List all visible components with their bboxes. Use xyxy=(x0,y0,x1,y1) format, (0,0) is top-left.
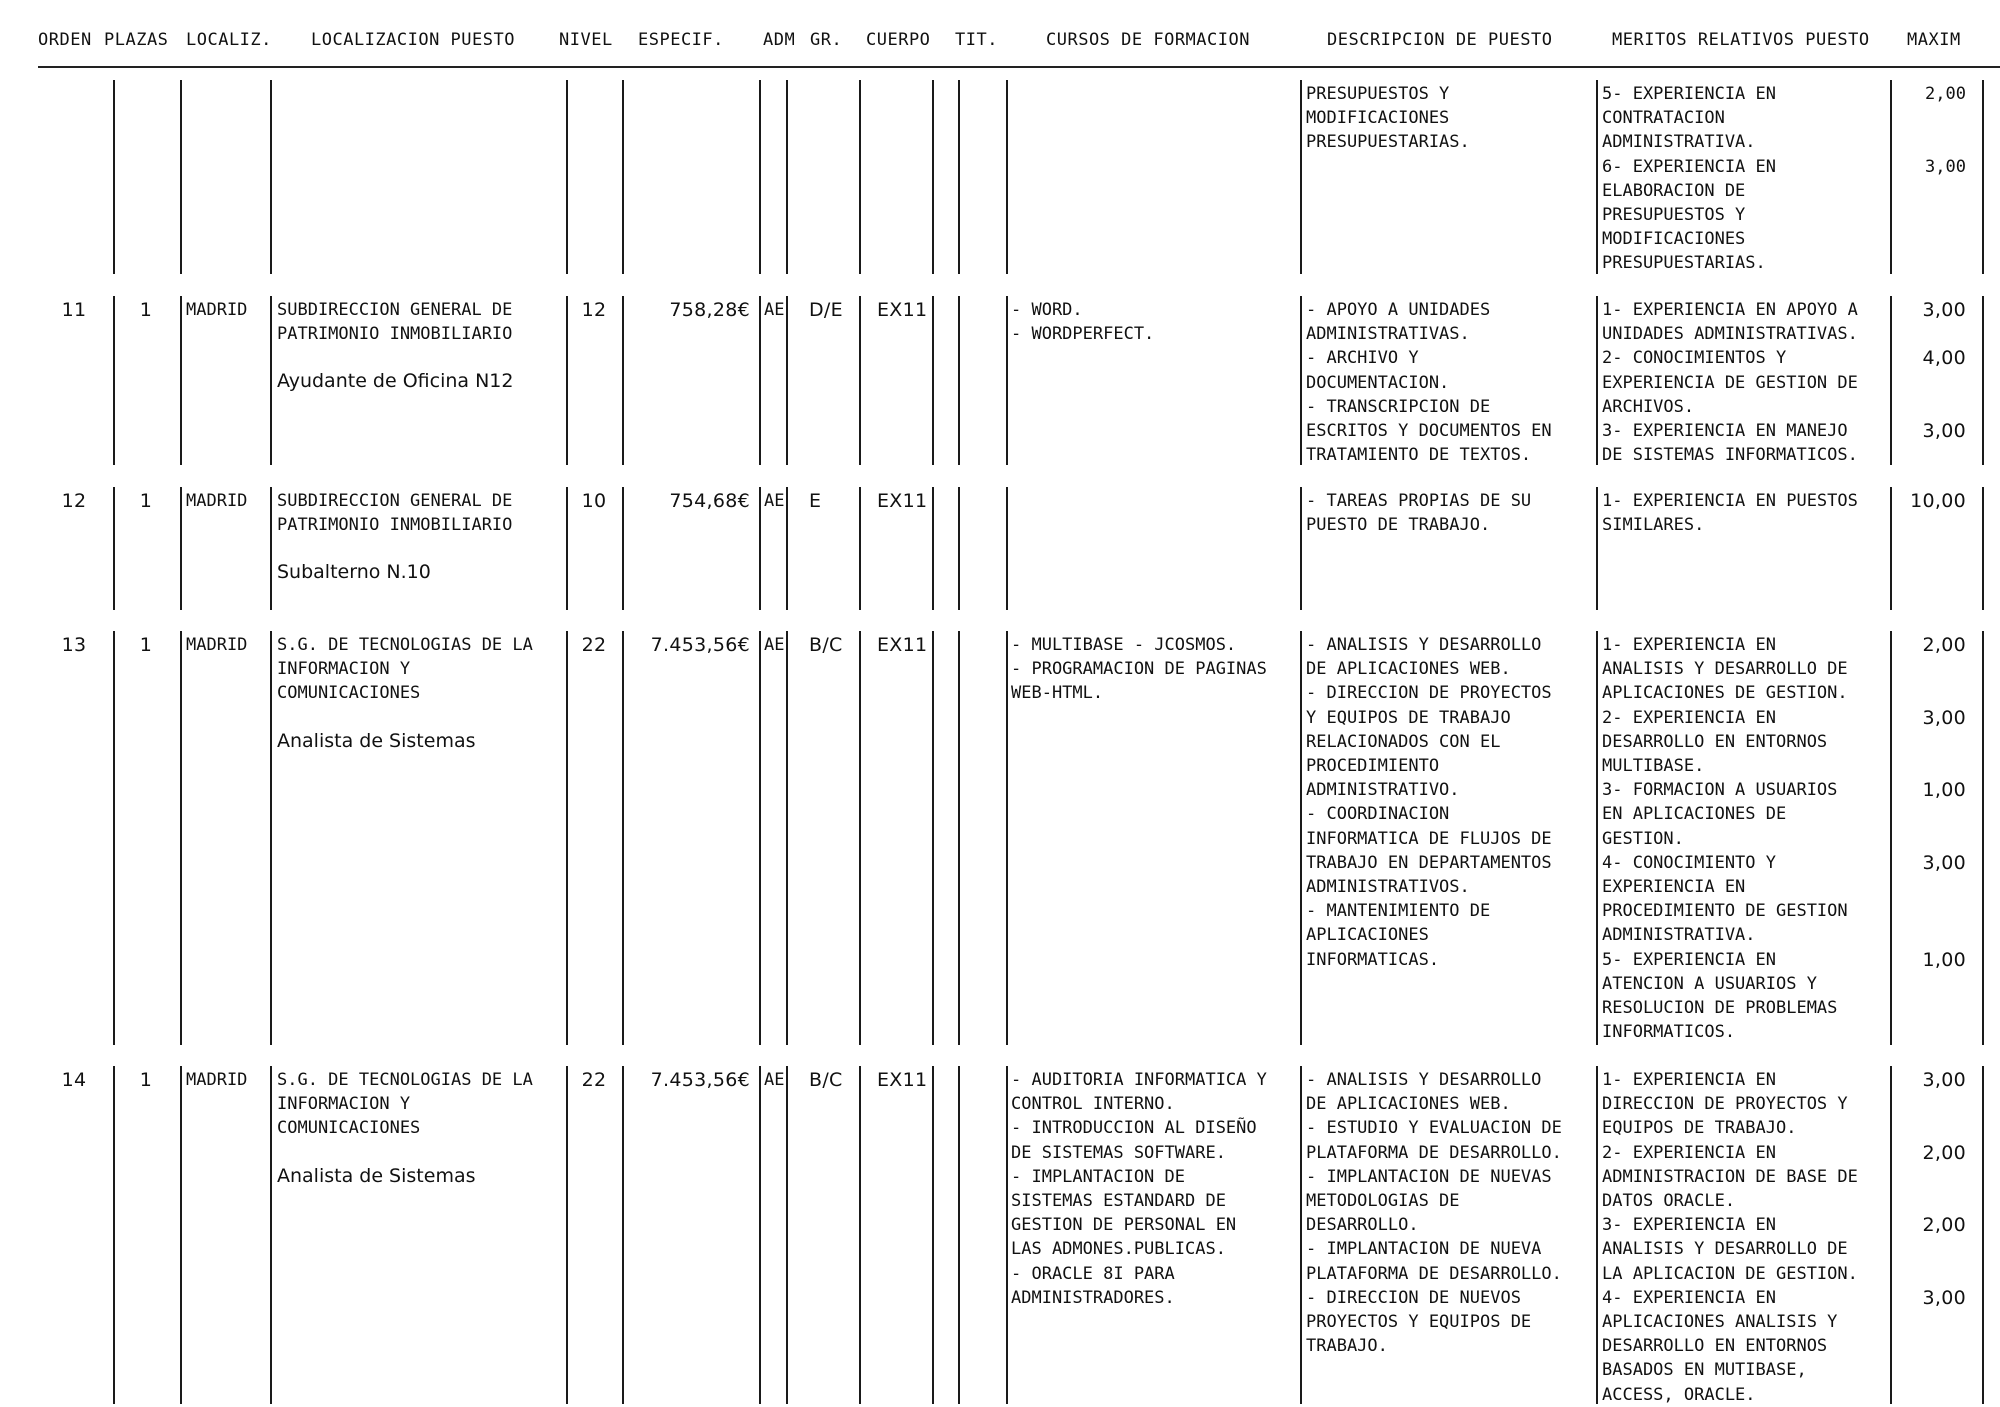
column-rule xyxy=(113,487,115,610)
row-merito-line: SIMILARES. xyxy=(1602,515,1705,536)
row-gr: B/C xyxy=(809,634,843,656)
column-rule xyxy=(1982,80,1984,274)
continuation-merito-line: 5- EXPERIENCIA EN xyxy=(1602,84,1776,104)
row-cursos-line: CONTROL INTERNO. xyxy=(1011,1094,1175,1115)
column-rule xyxy=(113,80,115,274)
continuation-maxim: 3,00 xyxy=(1925,156,1966,177)
continuation-maxim: 2,00 xyxy=(1925,84,1966,104)
column-rule xyxy=(1890,1066,1892,1404)
row-merito xyxy=(1602,1286,1837,1407)
header-maxim: MAXIM xyxy=(1907,30,1961,50)
continuation-merito-line: PRESUPUESTARIAS. xyxy=(1602,253,1766,274)
row-descripcion xyxy=(1306,298,1552,467)
continuation-merito xyxy=(1602,155,1776,276)
row-maxim: 2,00 xyxy=(1922,1141,1966,1164)
table-header xyxy=(0,30,2000,60)
column-rule xyxy=(113,631,115,1045)
column-rule xyxy=(270,487,272,610)
column-rule xyxy=(1006,80,1008,274)
row-descripcion-line: ESCRITOS Y DOCUMENTOS EN xyxy=(1306,421,1552,442)
row-descripcion-line: PLATAFORMA DE DESARROLLO. xyxy=(1306,1263,1562,1284)
column-rule xyxy=(566,631,568,1045)
row-merito-line: DE SISTEMAS INFORMATICOS. xyxy=(1602,445,1858,466)
row-unidad-line: COMUNICACIONES xyxy=(277,1118,421,1139)
row-merito-line: RESOLUCION DE PROBLEMAS xyxy=(1602,998,1838,1018)
column-rule xyxy=(958,80,960,274)
row-cuerpo: EX11 xyxy=(877,634,928,656)
row-merito xyxy=(1602,778,1837,851)
row-maxim: 10,00 xyxy=(1910,490,1966,512)
row-cursos-line: GESTION DE PERSONAL EN xyxy=(1011,1215,1237,1236)
row-plazas: 1 xyxy=(139,634,153,656)
row-merito-line: 3- EXPERIENCIA EN MANEJO xyxy=(1602,421,1848,441)
row-adm: AE xyxy=(764,300,785,320)
row-descripcion-line: DE APLICACIONES WEB. xyxy=(1306,1094,1511,1115)
header-descripcion: DESCRIPCION DE PUESTO xyxy=(1327,30,1553,50)
column-rule xyxy=(1982,487,1984,610)
column-rule xyxy=(1890,296,1892,465)
row-unidad-line: INFORMACION Y xyxy=(277,1094,411,1115)
row-merito-line: GESTION. xyxy=(1602,828,1684,849)
row-merito-line: UNIDADES ADMINISTRATIVAS. xyxy=(1602,324,1858,345)
row-merito xyxy=(1602,1068,1848,1141)
row-merito-line: ADMINISTRATIVA. xyxy=(1602,925,1756,946)
row-merito-line: 1- EXPERIENCIA EN APOYO A xyxy=(1602,300,1858,320)
column-rule xyxy=(270,631,272,1045)
row-orden: 13 xyxy=(61,634,87,656)
row-descripcion-line: ADMINISTRATIVO. xyxy=(1306,780,1460,801)
row-descripcion-line: - ESTUDIO Y EVALUACION DE xyxy=(1306,1118,1562,1139)
column-rule xyxy=(180,296,182,465)
row-unidad xyxy=(277,489,512,537)
row-descripcion-line: - COORDINACION xyxy=(1306,804,1450,825)
column-rule xyxy=(859,1066,861,1404)
row-puesto: Subalterno N.10 xyxy=(277,561,431,584)
row-merito xyxy=(1602,1141,1858,1214)
column-rule xyxy=(180,1066,182,1404)
continuation-merito-line: MODIFICACIONES xyxy=(1602,229,1746,250)
row-cursos xyxy=(1011,1068,1267,1310)
column-rule xyxy=(622,631,624,1045)
column-rule xyxy=(1300,631,1302,1045)
column-rule xyxy=(1596,631,1598,1045)
row-plazas: 1 xyxy=(139,1069,153,1091)
row-merito-line: DATOS ORACLE. xyxy=(1602,1191,1736,1211)
row-merito-line: 1- EXPERIENCIA EN xyxy=(1602,1070,1776,1090)
column-rule xyxy=(622,1066,624,1404)
row-cursos-line: DE SISTEMAS SOFTWARE. xyxy=(1011,1142,1226,1163)
continuation-merito-line: ADMINISTRATIVA. xyxy=(1602,132,1756,153)
row-maxim: 2,00 xyxy=(1922,1214,1966,1237)
row-merito xyxy=(1602,851,1848,948)
row-unidad-line: INFORMACION Y xyxy=(277,659,411,680)
row-merito-line: EXPERIENCIA EN xyxy=(1602,877,1746,897)
row-unidad-line: COMUNICACIONES xyxy=(277,683,421,704)
header-localizacion-puesto: LOCALIZACION PUESTO xyxy=(311,30,515,50)
row-descripcion-line: ADMINISTRATIVAS. xyxy=(1306,324,1470,345)
row-descripcion-line: DESARROLLO. xyxy=(1306,1215,1419,1236)
row-merito xyxy=(1602,706,1827,779)
column-rule xyxy=(958,487,960,610)
row-merito-line: 5- EXPERIENCIA EN xyxy=(1602,949,1776,970)
row-especif: 758,28€ xyxy=(669,299,750,321)
row-merito-line: 4- CONOCIMIENTO Y xyxy=(1602,852,1776,873)
column-rule xyxy=(1982,631,1984,1045)
row-descripcion-line: TRABAJO. xyxy=(1306,1336,1388,1357)
header-plazas: PLAZAS xyxy=(104,30,169,50)
row-descripcion-line: - TRANSCRIPCION DE xyxy=(1306,396,1491,417)
column-rule xyxy=(759,80,761,274)
row-unidad-line: SUBDIRECCION GENERAL DE xyxy=(277,491,513,511)
row-unidad xyxy=(277,633,533,706)
row-maxim: 3,00 xyxy=(1922,851,1966,874)
header-nivel: NIVEL xyxy=(559,30,613,50)
header-cuerpo: CUERPO xyxy=(866,30,931,50)
row-descripcion-line: DE APLICACIONES WEB. xyxy=(1306,659,1511,680)
column-rule xyxy=(1596,487,1598,610)
row-orden: 12 xyxy=(61,490,87,512)
row-merito xyxy=(1602,1213,1858,1286)
row-descripcion-line: ADMINISTRATIVOS. xyxy=(1306,877,1470,898)
row-cursos-line: LAS ADMONES.PUBLICAS. xyxy=(1011,1239,1226,1260)
row-unidad-line: PATRIMONIO INMOBILIARIO xyxy=(277,515,513,536)
row-puesto: Analista de Sistemas xyxy=(277,1164,476,1187)
row-descripcion-line: DOCUMENTACION. xyxy=(1306,372,1450,393)
header-adm: ADM xyxy=(763,30,796,50)
row-merito xyxy=(1602,633,1848,706)
row-descripcion-line: Y EQUIPOS DE TRABAJO xyxy=(1306,707,1511,728)
row-plazas: 1 xyxy=(139,299,153,321)
row-descripcion-line: - IMPLANTACION DE NUEVA xyxy=(1306,1239,1542,1260)
row-descripcion-line: - MANTENIMIENTO DE xyxy=(1306,901,1491,922)
row-unidad xyxy=(277,298,512,346)
header-orden: ORDEN xyxy=(38,30,92,50)
row-descripcion-line: INFORMATICAS. xyxy=(1306,949,1440,970)
column-rule xyxy=(1006,631,1008,1045)
column-rule xyxy=(566,487,568,610)
column-rule xyxy=(786,296,788,465)
column-rule xyxy=(270,296,272,465)
column-rule xyxy=(786,487,788,610)
row-merito-line: 1- EXPERIENCIA EN xyxy=(1602,635,1776,655)
column-rule xyxy=(859,296,861,465)
row-maxim: 2,00 xyxy=(1922,634,1966,656)
column-rule xyxy=(180,80,182,274)
column-rule xyxy=(1890,631,1892,1045)
row-maxim: 1,00 xyxy=(1922,779,1966,802)
row-descripcion-line: METODOLOGIAS DE xyxy=(1306,1191,1460,1212)
column-rule xyxy=(759,296,761,465)
header-cursos: CURSOS DE FORMACION xyxy=(1046,30,1250,50)
header-meritos: MERITOS RELATIVOS PUESTO xyxy=(1612,30,1870,50)
column-rule xyxy=(113,296,115,465)
row-descripcion-line: TRATAMIENTO DE TEXTOS. xyxy=(1306,445,1532,466)
row-nivel: 22 xyxy=(581,1069,607,1091)
column-rule xyxy=(1006,1066,1008,1404)
column-rule xyxy=(113,1066,115,1404)
header-tit: TIT. xyxy=(955,30,998,50)
row-cursos-line: ADMINISTRADORES. xyxy=(1011,1287,1175,1308)
row-unidad-line: S.G. DE TECNOLOGIAS DE LA xyxy=(277,1070,533,1090)
row-merito xyxy=(1602,419,1858,467)
row-orden: 11 xyxy=(61,299,87,321)
row-cuerpo: EX11 xyxy=(877,299,928,321)
column-rule xyxy=(180,487,182,610)
row-descripcion-line: - DIRECCION DE NUEVOS xyxy=(1306,1287,1521,1308)
column-rule xyxy=(1596,80,1598,274)
column-rule xyxy=(786,1066,788,1404)
row-merito-line: 2- EXPERIENCIA EN xyxy=(1602,1142,1776,1163)
row-descripcion xyxy=(1306,489,1531,537)
row-merito-line: BASADOS EN MUTIBASE, xyxy=(1602,1360,1807,1381)
row-descripcion-line: APLICACIONES xyxy=(1306,925,1429,946)
row-cursos-line: - PROGRAMACION DE PAGINAS xyxy=(1011,659,1267,680)
row-descripcion-line: PROYECTOS Y EQUIPOS DE xyxy=(1306,1312,1532,1333)
row-merito-line: ATENCION A USUARIOS Y xyxy=(1602,973,1817,994)
row-maxim: 3,00 xyxy=(1922,299,1966,321)
continuation-merito xyxy=(1602,82,1776,155)
column-rule xyxy=(958,631,960,1045)
column-rule xyxy=(270,1066,272,1404)
column-rule xyxy=(1596,296,1598,465)
column-rule xyxy=(566,1066,568,1404)
row-merito-line: APLICACIONES DE GESTION. xyxy=(1602,683,1848,704)
row-descripcion-line: TRABAJO EN DEPARTAMENTOS xyxy=(1306,852,1552,873)
row-cursos xyxy=(1011,633,1267,706)
row-descripcion-line: - TAREAS PROPIAS DE SU xyxy=(1306,491,1532,511)
column-rule xyxy=(1982,296,1984,465)
column-rule xyxy=(622,80,624,274)
row-merito xyxy=(1602,489,1858,537)
row-nivel: 12 xyxy=(581,299,607,321)
column-rule xyxy=(759,487,761,610)
row-cuerpo: EX11 xyxy=(877,1069,928,1091)
column-rule xyxy=(759,631,761,1045)
row-puesto: Analista de Sistemas xyxy=(277,729,476,752)
row-plazas: 1 xyxy=(139,490,153,512)
row-descripcion-line: - ARCHIVO Y xyxy=(1306,348,1419,369)
row-merito-line: INFORMATICOS. xyxy=(1602,1022,1736,1043)
row-maxim: 3,00 xyxy=(1922,1286,1966,1309)
row-puesto: Ayudante de Oficina N12 xyxy=(277,370,514,393)
row-unidad xyxy=(277,1068,533,1141)
row-descripcion-line: - ANALISIS Y DESARROLLO xyxy=(1306,1070,1542,1090)
row-merito-line: DIRECCION DE PROYECTOS Y xyxy=(1602,1094,1848,1115)
row-merito-line: 2- EXPERIENCIA EN xyxy=(1602,707,1776,728)
column-rule xyxy=(1596,1066,1598,1404)
continuation-descripcion xyxy=(1306,82,1470,155)
row-merito-line: ARCHIVOS. xyxy=(1602,396,1695,417)
header-especif: ESPECIF. xyxy=(638,30,724,50)
continuation-descripcion-line: MODIFICACIONES xyxy=(1306,108,1450,129)
row-merito-line: LA APLICACION DE GESTION. xyxy=(1602,1263,1858,1284)
row-cursos xyxy=(1011,298,1154,346)
column-rule xyxy=(759,1066,761,1404)
column-rule xyxy=(932,487,934,610)
row-localiz: MADRID xyxy=(186,635,248,655)
row-gr: D/E xyxy=(809,299,843,321)
column-rule xyxy=(1300,80,1302,274)
column-rule xyxy=(859,631,861,1045)
row-merito-line: 1- EXPERIENCIA EN PUESTOS xyxy=(1602,491,1858,511)
row-merito xyxy=(1602,298,1858,346)
row-descripcion-line: - IMPLANTACION DE NUEVAS xyxy=(1306,1166,1552,1187)
row-maxim: 3,00 xyxy=(1922,706,1966,729)
row-localiz: MADRID xyxy=(186,491,248,511)
row-maxim: 4,00 xyxy=(1922,347,1966,370)
row-cuerpo: EX11 xyxy=(877,490,928,512)
row-merito xyxy=(1602,948,1837,1045)
row-cursos-line: SISTEMAS ESTANDARD DE xyxy=(1011,1191,1226,1212)
row-merito-line: 2- CONOCIMIENTOS Y xyxy=(1602,348,1787,369)
row-merito-line: PROCEDIMIENTO DE GESTION xyxy=(1602,901,1848,922)
continuation-merito-line: PRESUPUESTOS Y xyxy=(1602,205,1746,225)
continuation-merito-line: 6- EXPERIENCIA EN xyxy=(1602,156,1776,177)
header-rule xyxy=(38,66,2000,68)
continuation-merito-line: CONTRATACION xyxy=(1602,108,1725,129)
row-orden: 14 xyxy=(61,1069,87,1091)
row-merito-line: ANALISIS Y DESARROLLO DE xyxy=(1602,1239,1848,1260)
column-rule xyxy=(859,80,861,274)
row-merito-line: APLICACIONES ANALISIS Y xyxy=(1602,1312,1838,1332)
row-merito-line: EQUIPOS DE TRABAJO. xyxy=(1602,1118,1797,1139)
row-merito-line: MULTIBASE. xyxy=(1602,756,1705,776)
row-cursos-line: - INTRODUCCION AL DISEÑO xyxy=(1011,1118,1257,1139)
column-rule xyxy=(958,1066,960,1404)
column-rule xyxy=(270,80,272,274)
row-descripcion-line: - APOYO A UNIDADES xyxy=(1306,300,1491,320)
column-rule xyxy=(1300,487,1302,610)
row-cursos-line: WEB-HTML. xyxy=(1011,683,1104,704)
row-maxim: 3,00 xyxy=(1922,420,1966,442)
column-rule xyxy=(1890,80,1892,274)
column-rule xyxy=(932,80,934,274)
row-unidad-line: PATRIMONIO INMOBILIARIO xyxy=(277,324,513,345)
row-cursos-line: - IMPLANTACION DE xyxy=(1011,1166,1185,1187)
row-especif: 7.453,56€ xyxy=(650,1069,750,1091)
row-merito-line: ANALISIS Y DESARROLLO DE xyxy=(1602,659,1848,680)
continuation-descripcion-line: PRESUPUESTOS Y xyxy=(1306,84,1450,104)
row-descripcion-line: - DIRECCION DE PROYECTOS xyxy=(1306,683,1552,704)
row-especif: 754,68€ xyxy=(669,490,750,512)
column-rule xyxy=(180,631,182,1045)
column-rule xyxy=(859,487,861,610)
column-rule xyxy=(932,296,934,465)
row-merito-line: DESARROLLO EN ENTORNOS xyxy=(1602,731,1828,752)
column-rule xyxy=(932,631,934,1045)
row-gr: E xyxy=(809,490,822,512)
row-cursos-line: - WORD. xyxy=(1011,300,1083,320)
column-rule xyxy=(958,296,960,465)
column-rule xyxy=(786,631,788,1045)
header-gr: GR. xyxy=(810,30,843,50)
column-rule xyxy=(622,296,624,465)
row-cursos-line: - MULTIBASE - JCOSMOS. xyxy=(1011,635,1237,655)
row-descripcion xyxy=(1306,1068,1562,1358)
row-localiz: MADRID xyxy=(186,300,248,320)
row-descripcion xyxy=(1306,633,1552,972)
row-merito-line: EXPERIENCIA DE GESTION DE xyxy=(1602,372,1858,393)
row-merito-line: ACCESS, ORACLE. xyxy=(1602,1384,1756,1405)
row-merito-line: 4- EXPERIENCIA EN xyxy=(1602,1287,1776,1308)
row-gr: B/C xyxy=(809,1069,843,1091)
row-unidad-line: S.G. DE TECNOLOGIAS DE LA xyxy=(277,635,533,655)
row-nivel: 10 xyxy=(581,490,607,512)
row-adm: AE xyxy=(764,491,785,511)
column-rule xyxy=(1300,296,1302,465)
row-descripcion-line: - ANALISIS Y DESARROLLO xyxy=(1306,635,1542,655)
column-rule xyxy=(566,296,568,465)
row-cursos-line: - AUDITORIA INFORMATICA Y xyxy=(1011,1070,1267,1090)
column-rule xyxy=(1006,487,1008,610)
row-descripcion-line: PUESTO DE TRABAJO. xyxy=(1306,515,1491,536)
row-merito-line: DESARROLLO EN ENTORNOS xyxy=(1602,1336,1828,1357)
row-descripcion-line: PROCEDIMIENTO xyxy=(1306,756,1440,777)
column-rule xyxy=(566,80,568,274)
column-rule xyxy=(1300,1066,1302,1404)
row-merito-line: 3- EXPERIENCIA EN xyxy=(1602,1215,1776,1236)
row-nivel: 22 xyxy=(581,634,607,656)
column-rule xyxy=(932,1066,934,1404)
row-merito-line: EN APLICACIONES DE xyxy=(1602,804,1787,825)
header-localiz: LOCALIZ. xyxy=(186,30,272,50)
row-maxim: 3,00 xyxy=(1922,1069,1966,1091)
row-maxim: 1,00 xyxy=(1922,948,1966,971)
column-rule xyxy=(622,487,624,610)
continuation-descripcion-line: PRESUPUESTARIAS. xyxy=(1306,132,1470,153)
row-descripcion-line: PLATAFORMA DE DESARROLLO. xyxy=(1306,1142,1562,1163)
row-localiz: MADRID xyxy=(186,1070,248,1090)
row-especif: 7.453,56€ xyxy=(650,634,750,656)
column-rule xyxy=(1006,296,1008,465)
continuation-merito-line: ELABORACION DE xyxy=(1602,180,1746,201)
row-cursos-line: - ORACLE 8I PARA xyxy=(1011,1263,1175,1284)
row-adm: AE xyxy=(764,635,785,655)
column-rule xyxy=(1982,1066,1984,1404)
row-merito-line: ADMINISTRACION DE BASE DE xyxy=(1602,1166,1858,1187)
row-unidad-line: SUBDIRECCION GENERAL DE xyxy=(277,300,513,320)
row-descripcion-line: INFORMATICA DE FLUJOS DE xyxy=(1306,828,1552,849)
row-merito-line: 3- FORMACION A USUARIOS xyxy=(1602,780,1838,801)
row-adm: AE xyxy=(764,1070,785,1090)
row-cursos-line: - WORDPERFECT. xyxy=(1011,324,1155,345)
column-rule xyxy=(786,80,788,274)
row-descripcion-line: RELACIONADOS CON EL xyxy=(1306,731,1501,752)
column-rule xyxy=(1890,487,1892,610)
row-merito xyxy=(1602,346,1858,419)
